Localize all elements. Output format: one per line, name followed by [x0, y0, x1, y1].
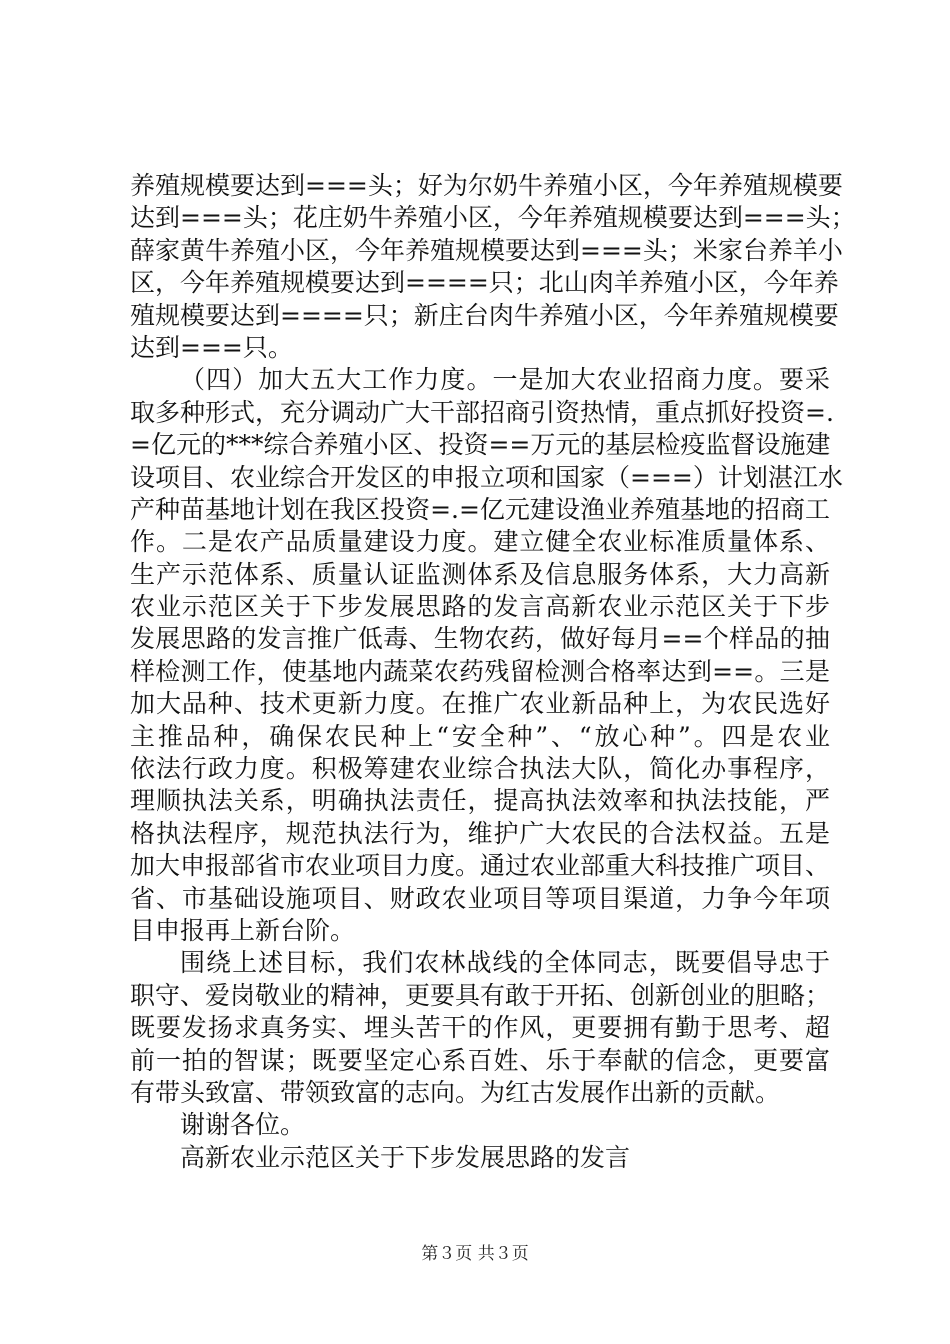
text-line: 殖规模要达到====只；新庄台肉牛养殖小区，今年养殖规模要 [130, 300, 839, 330]
text-line: 产种苗基地计划在我区投资=.=亿元建设渔业养殖基地的招商工 [130, 494, 830, 524]
text-line: 加大申报部省市农业项目力度。通过农业部重大科技推广项目、 [130, 851, 831, 881]
text-line: 取多种形式，充分调动广大干部招商引资热情，重点抓好投资=. [130, 397, 834, 427]
text-line: 格执法程序，规范执法行为，维护广大农民的合法权益。五是 [130, 818, 830, 848]
text-line: 养殖规模要达到===头；好为尔奶牛养殖小区，今年养殖规模要 [130, 171, 843, 200]
text-line: 省、市基础设施项目、财政农业项目等项目渠道，力争今年项 [130, 883, 830, 913]
text-line: 目申报再上新台阶。 [130, 915, 356, 945]
paragraph-start-line: 围绕上述目标，我们农林战线的全体同志，既要倡导忠于 [180, 948, 830, 978]
document-body [130, 170, 856, 1174]
text-line: 职守、爱岗敬业的精神，更要具有敢于开拓、创新创业的胆略； [130, 980, 831, 1010]
text-line: 作。二是农产品质量建设力度。建立健全农业标准质量体系、 [130, 527, 830, 557]
text-line: 依法行政力度。积极筹建农业综合执法大队，简化办事程序， [130, 754, 830, 784]
text-line: 薛家黄牛养殖小区，今年养殖规模要达到===头；米家台养羊小 [130, 235, 843, 265]
text-line: 主推品种，确保农民种上“安全种”、“放心种”。四是农业 [130, 721, 830, 751]
text-line: 有带头致富、带领致富的志向。为红古发展作出新的贡献。 [130, 1077, 781, 1107]
page-number-footer: 第３页 共３页 [421, 1244, 529, 1264]
text-line: 样检测工作，使基地内蔬菜农药残留检测合格率达到==。三是 [130, 656, 830, 686]
text-line: 发展思路的发言推广低毒、生物农药，做好每月==个样品的抽 [130, 624, 830, 654]
text-line: 达到===只。 [130, 332, 293, 362]
text-line: 生产示范体系、质量认证监测体系及信息服务体系，大力高新 [130, 559, 830, 589]
text-line: 区，今年养殖规模要达到====只；北山肉羊养殖小区，今年养 [130, 268, 839, 298]
text-line: 加大品种、技术更新力度。在推广农业新品种上，为农民选好 [130, 689, 830, 719]
text-line: 达到===头；花庄奶牛养殖小区，今年养殖规模要达到===头； [130, 203, 856, 233]
text-line: 前一拍的智谋；既要坚定心系百姓、乐于奉献的信念，更要富 [130, 1045, 830, 1075]
section-heading-line: （四）加大五大工作力度。一是加大农业招商力度。要采 [180, 365, 830, 395]
text-line: 设项目、农业综合开发区的申报立项和国家（===）计划湛江水 [130, 462, 843, 492]
text-line: 理顺执法关系，明确执法责任，提高执法效率和执法技能，严 [130, 786, 830, 816]
text-line: 既要发扬求真务实、埋头苦干的作风，更要拥有勤于思考、超 [130, 1013, 830, 1043]
document-title-footer-line: 高新农业示范区关于下步发展思路的发言 [180, 1142, 631, 1172]
closing-thanks-line: 谢谢各位。 [180, 1110, 306, 1140]
text-line: 农业示范区关于下步发展思路的发言高新农业示范区关于下步 [130, 592, 830, 622]
text-line: =亿元的***综合养殖小区、投资==万元的基层检疫监督设施建 [130, 430, 831, 460]
